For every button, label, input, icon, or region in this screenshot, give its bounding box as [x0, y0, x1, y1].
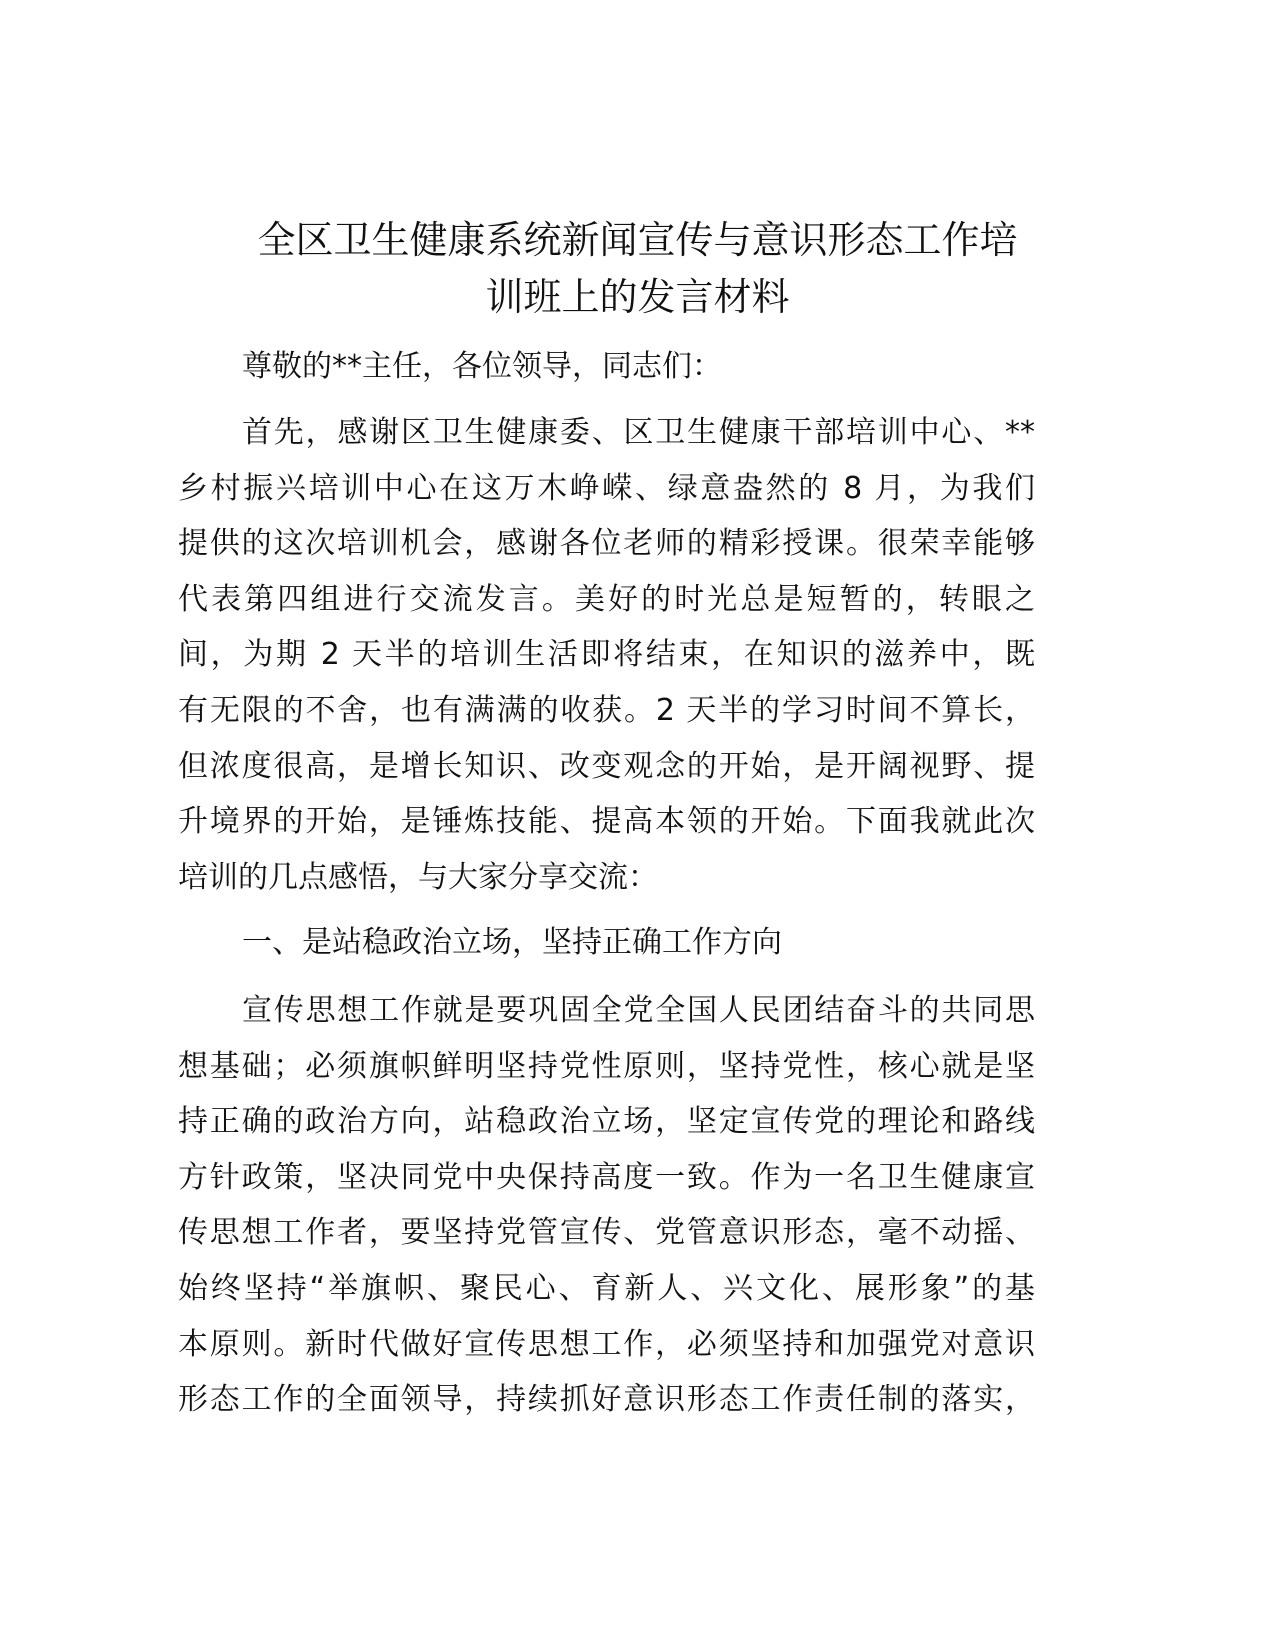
paragraph-line: 始终坚持“举旗帜、聚民心、育新人、兴文化、展形象”的基 [178, 1271, 1035, 1306]
paragraph-line: 代表第四组进行交流发言。美好的时光总是短暂的，转眼之 [178, 581, 1035, 617]
paragraph-line: 持正确的政治方向，站稳政治立场，坚定宣传党的理论和路线 [178, 1104, 1035, 1140]
paragraph-line: 间，为期 2 天半的培训生活即将结束，在知识的滋养中，既 [178, 637, 1035, 673]
paragraph-line: 乡村振兴培训中心在这万木峥嵘、绿意盎然的 8 月，为我们 [178, 470, 1035, 506]
salutation: 尊敬的**主任，各位领导，同志们： [242, 349, 722, 384]
paragraph-line: 想基础；必须旗帜鲜明坚持党性原则，坚持党性，核心就是坚 [178, 1048, 1035, 1084]
paragraph-line: 形态工作的全面领导，持续抓好意识形态工作责任制的落实， [178, 1382, 1035, 1418]
section-heading-1: 一、是站稳政治立场，坚持正确工作方向 [242, 925, 782, 960]
paragraph-line: 升境界的开始，是锤炼技能、提高本领的开始。下面我就此次 [178, 804, 1035, 840]
document-title-line-2: 训班上的发言材料 [485, 275, 790, 319]
paragraph-line: 培训的几点感悟，与大家分享交流： [178, 859, 658, 895]
paragraph-line: 但浓度很高，是增长知识、改变观念的开始，是开阔视野、提 [178, 748, 1035, 784]
document-title-line-1: 全区卫生健康系统新闻宣传与意识形态工作培 [257, 218, 1018, 262]
paragraph-line: 传思想工作者，要坚持党管宣传、党管意识形态，毫不动摇、 [178, 1215, 1035, 1251]
paragraph-line: 有无限的不舍，也有满满的收获。2 天半的学习时间不算长， [178, 693, 1035, 728]
paragraph-line: 方针政策，坚决同党中央保持高度一致。作为一名卫生健康宣 [178, 1159, 1035, 1195]
paragraph-line: 首先，感谢区卫生健康委、区卫生健康干部培训中心、** [242, 415, 1035, 450]
paragraph-line: 宣传思想工作就是要巩固全党全国人民团结奋斗的共同思 [242, 993, 1035, 1028]
paragraph-line: 提供的这次培训机会，感谢各位老师的精彩授课。很荣幸能够 [178, 526, 1035, 562]
paragraph-line: 本原则。新时代做好宣传思想工作，必须坚持和加强党对意识 [178, 1326, 1035, 1362]
